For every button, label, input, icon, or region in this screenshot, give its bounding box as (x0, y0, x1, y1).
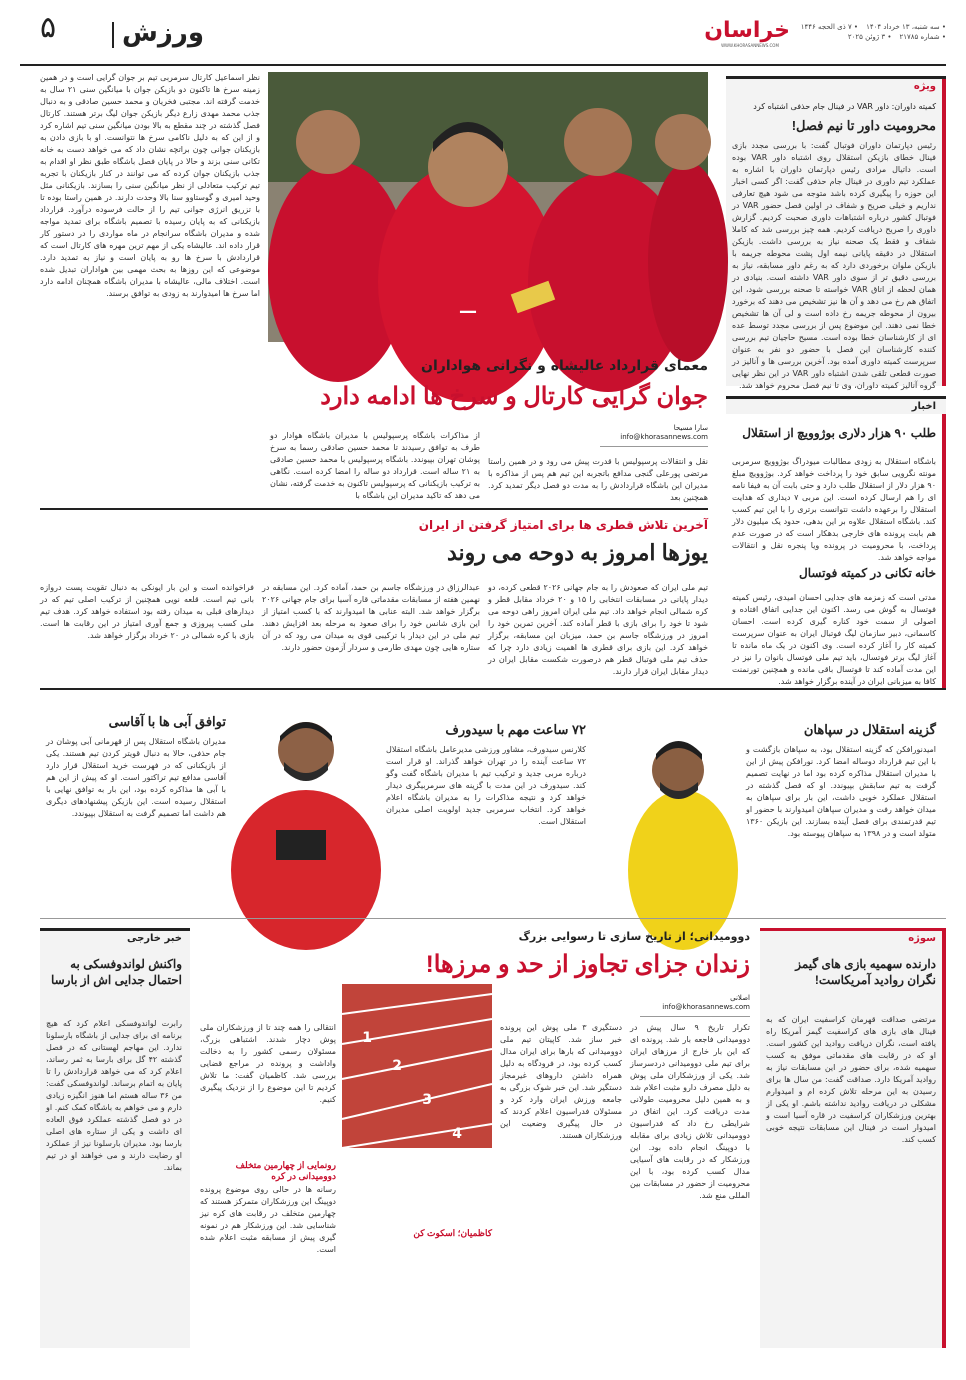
doping-subhead2: رونمایی از چهارمین متخلف دوومیدانی در کره (235, 1160, 336, 1181)
sepahan-box (628, 700, 946, 910)
svg-text:—: — (459, 301, 477, 322)
svg-text:3: 3 (422, 1092, 432, 1108)
track-photo (342, 984, 492, 1148)
seedorf-box (382, 700, 616, 910)
sepahan-player-photo (628, 700, 738, 910)
doping-col2: دستگیری ۳ ملی پوش این پرونده خبر ساز شد. کاپیتان تیم ملی دوومیدانی که بارها برای ایران مدال کسب کرده بود، در فرودگاه به دلیل همراه داشتن داروهای غیرمجاز دستگیر شد. این خبر شوک بزرگی به جامعه ورزش ایران وارد کرد و مسئولان فدراسیون اعلام کردند که در حال پیگیری وضعیت این ورزشکاران هستند. (500, 1023, 623, 1140)
qatar-col3: فراخوانده است و این بار ایونکی به دنبال تقویت پست دروازه بانی تیم است. قلعه نویی همچنین از ترکیب اصلی تیم که در دیدارهای قبلی به میدان رفته بود استفاده خواهد کرد. هدف تیم ملی کسب پیروزی و جمع آوری امتیاز در این رقابت ها است. بازی با کره شمالی در ۲۰ خرداد برگزار خواهد شد. (40, 583, 254, 640)
khabar-khareji-text: رابرت لواندوفسکی اعلام کرد که هیچ برنامه ای برای جدایی از باشگاه بارسلونا ندارد. این مهاجم لهستانی که در فصل گذشته ۴۲ گل برای بارسا به ثمر رساند، اعلام کرد که می خواهد قراردادش را تا پایان به اتمام برساند. لواندوفسکی گفت: من ۳۶ ساله هستم اما هنوز انگیزه زیادی دارم و می خواهم به باشگاه کمک کنم. او در دو فصل گذشته عملکرد فوق العاده ای داشت و یکی از ستاره های اصلی بارسا بود. مدیران بارسلونا نیز از عملکرد او رضایت دارند و می خواهند او در تیم بماند. (46, 1019, 183, 1172)
doping-title: زندان جزای تجاوز از حد و مرزها! (425, 951, 750, 978)
svg-text:2: 2 (392, 1058, 402, 1074)
akhbar-item2-text: مدتی است که زمزمه های جدایی احسان امیدی، رئیس کمیته فوتسال به گوش می رسد. اکنون این جدایی اتفاق افتاده و اصولی از سمت خود کناره گیری کرده است. احسان کاسمانی، دبیر سازمان لیگ فوتبال ایران به عنوان سرپرست کمیته کار را آغاز کرده است. وی اکنون در یک ماه مانده تا آغاز لیگ برتر فوتسال، باید تیم ملی فوتسال بانوان را نیز در این مدت آماده کند تا فوتسال باقی مانده و همچنین تورنمنت کافا به میزبانی ایران در آینده برگزار خواهد شد. (732, 593, 936, 686)
main-article-title: جوان گرایی کارتال و سرخ ها ادامه دارد (320, 383, 708, 410)
vijeh-title: محرومیت داور تا نیم فصل! (791, 118, 936, 133)
aghasi-text: مدیران باشگاه استقلال پس از قهرمانی آبی پوشان در جام حذفی، حالا به دنبال قویتر کردن تیم هستند. یکی از بازیکنانی که در فهرست خرید استقلال قرار دارد آقاسی مدافع تیم تراکتور است. او که پیش از این هم با آبی ها مذاکره کرده بود، این بار به توافق نهایی با استقلال رسیده است. این بازیکن پیشنهادهای دیگری هم داشت اما تصمیم گرفت به استقلال بپیوندد. (46, 737, 226, 818)
khabar-khareji-title: واکنش لواندوفسکی به احتمال جدایی اش از بارسا (50, 957, 182, 987)
sepahan-title: گزینه استقلال در سپاهان (803, 722, 936, 737)
vijeh-box (726, 76, 946, 390)
svg-text:4: 4 (452, 1126, 462, 1142)
khabar-khareji-box (40, 928, 190, 1348)
akhbar-tag: اخبار (911, 401, 936, 412)
svg-text:1: 1 (362, 1030, 372, 1046)
sozeh-tag: سوژه (908, 933, 936, 944)
doping-kicker: دوومیدانی؛ از تاریخ سازی تا رسوایی بزرگ (518, 930, 750, 943)
qatar-col1: تیم ملی ایران که صعودش را به جام جهانی ۲۰۲۶ قطعی کرده، دو دیدار پایانی در مسابقات انتخابی را ۱۵ و ۲۰ خرداد مقابل قطر و کره شمالی انجام خواهد داد. تیم ملی ایران امروز راهی دوحه می شود تا خود را برای بازی با قطر آماده کند. آخرین تمرین خود را امروز در ورزشگاه جاسم بن حمد، میزبان این مسابقه، برگزار خواهد کرد. این بازی برای قطری ها اهمیت زیادی دارد چرا که حذف تیم ملی فوتبال قطر هم درصورت شکست مقابل ایران در دیدار مقابل ایران قرار دارند. (488, 583, 708, 676)
persepolis-players-illustration (268, 72, 708, 342)
doping-col3: انتقالی را همه چند تا از ورزشکاران ملی پوش دچار شدند. اشتباهی بزرگ، مسئولان رسمی کشور را به دخالت واداشت و پرونده در مراجع قضایی بررسی شد. کاظمیان گفت: ما تلاش کردیم تا این موضوع را از نزدیک پیگیری کنیم. (200, 1023, 336, 1104)
vijeh-tag: ویژه (726, 76, 946, 94)
aghasi-player-photo (226, 700, 376, 910)
doping-col3-continued (342, 1158, 492, 1222)
khabar-khareji-tag: خبر خارجی (126, 933, 182, 944)
running-track-illustration (342, 984, 492, 1148)
main-article-kicker: معمای قرارداد عالیشاه و نگرانی هواداران (421, 358, 708, 374)
main-article-col3: نظر اسماعیل کارتال سرمربی تیم بر جوان گرایی است و در همین زمینه سرخ ها تاکنون دو بازیکن جوان با میانگین سنی ۲۱ سال به خدمت گرفته اند. مجتبی فخریان و محمد حسین صادقی و به دنبال جذب محمد مهدی زارع دیگر بازیکن جوان لیگ برتر هستند. کارتال فصل گذشته در چند مقطع به بالا بودن میانگین سنی تیم اشاره کرد و از این که به دلیل ناکامی سرخ ها نتوانست. او با بازی دادن به بازیکنان جوانی چون براتچه نشان داد که می خواهد دست به خانه تکانی سنی بزند و حالا در پایان فصل باشگاه طبق نظر او اقدام به جذب بازیکنان جوان کرده که می توانند در کنار بازیکنان با تجربه تیم ترکیب متعادلی از نظر میانگین سنی را بسازند. بازیکنانی مثل وحید امیری و گوستاوو سنا بالا وحدت دارند. در همین راستا بوده تا با تزریق انرژی جوانی تیم را از حالت فرسوده درآورد. قرارداد بازیکنانی که به پایان رسیده با تصمیم باشگاه برای تمدید مواجه شده و مدیران باشگاه سرانجام در ماه مواردی را در دستور کار قرار داده اند. عالیشاه یکی از مهم ترین مهره های کارتال است که قراردادش با سرخ ها رو به پایان است و نیاز به تمدید دارد. موضوعی که این روزها به بحث مهمی بین هواداران تبدیل شده است. اختلاف مالی، عالیشاه با مدیران باشگاه همچنان ادامه دارد اما سرخ ها امیدوارند به زودی به توافق برسند. (40, 73, 260, 298)
sozeh-box (760, 928, 946, 1348)
main-article-col2: از مذاکرات باشگاه پرسپولیس با مدیران باشگاه هوادار دو طرف به توافق رسیدند تا محمد حسین صادقی رسما به سرخ پوشان تهران بپیوندد. باشگاه پرسپولیس با محمد حسین صادقی به ۲۱ ساله است. قرارداد دو ساله را امضا کرده است. نگاهی به ترکیب بازیکنانی که پرسپولیس تاکنون به خدمت گرفته، نشان می دهد که تاکید مدیران این باشگاه با (270, 431, 481, 500)
aghasi-box (40, 700, 376, 910)
vijeh-text: رئیس دپارتمان داوران فوتبال گفت: با بررسی مجدد بازی فینال خطای بازیکن استقلال روی اشتباه داور VAR بوده است. داتیال مرادی رئیس دپارتمان داوران با اشاره به عملکرد تیم داوری در فینال جام حذفی گفت: اگر کسی اخبار این حوزه را پیگیری کرده باشد متوجه می شود هیچ تعارفی نداریم و خیلی صریح و شفاف در اولین فصل حضور VAR در فوتبال کشور درباره اشتباهات داوری صحبت کردیم. گزارش داوری را صریح دریافت کردیم. همه چیز بررسی شد که کاملا شفاف و فقط یک صحنه نیاز به بررسی داشت. بازیکن استقلال در دقیقه پایانی نیمه اول پشت محوطه جریمه با بازیکن ملوان برخوردی دارد که به رغم داور مسابقه، نیاز به بررسی دقیق تر از سوی داور VAR داشته است. بنیادی در همان لحظه از اتاق VAR خواسته تا صحنه بررسی شود، این اتفاق هم رخ می دهد و آن ها نیز تشخیص می دهند که برخورد بیرون از محوطه جریمه رخ داده است و لی آن ها تشخیص خطا نمی دهند. این موضوع پس از بررسی مجدد توسط عده ای از کارشناسان خطا بوده است. مسیح حاجیان تیم بررسی کننده کارشناسان این فصل با حضور دو نفر به عنوان سرپرست کمیته داوری آمده بود. آخرین بررسی ها و آنالیز در صورت قطعی تلقی شدن اشتباه داور VAR در این نظر نهایی گروه آنالیز کمیته داوران، وی تا نیم فصل محروم خواهد شد. (732, 141, 937, 390)
aghasi-player-illustration (226, 700, 376, 910)
sepahan-player-illustration (628, 700, 738, 910)
main-article-reporter: سارا مسیحا info@khorasannews.com (620, 424, 708, 441)
page-number: ۵ (40, 10, 57, 45)
sepahan-text: امیدنورافکن که گزینه استقلال بود، به سپاهان بازگشت و با این تیم قرارداد دوساله امضا کرد. نورافکن پیش از این با مدیران استقلال مذاکره کرده بود اما در نهایت تصمیم گرفت به تیم سابقش بپیوندد. او که فصل گذشته در استقلال عملکرد خوبی داشت، این بار برای سپاهان به میدان خواهد رفت و مدیران سپاهان امیدوارند با حضور او تیم قدرتمندی برای فصل آینده بسازند. این بازیکن ۱۳۶۰ متولد است و در ۱۳۹۸ به سپاهان پیوسته بود. (746, 745, 936, 838)
logo (704, 18, 790, 48)
qatar-col2: عبدالرزاق در ورزشگاه جاسم بن حمد، آماده کرد. این مسابقه در نهمین هفته از مسابقات مقدماتی قاره آسیا برای جام جهانی ۲۰۲۶ برگزار خواهد شد. البته عنابی ها امیدوارند که با کسب امتیاز از این بازی شانس خود را برای صعود به مرحله بعد افزایش دهند. تیم ملی در این دیدار با ترکیبی قوی به میدان می رود که در آن ستاره هایی چون مهدی طارمی و سردار آزمون حضور دارند. (262, 583, 480, 652)
akhbar-item1-text: باشگاه استقلال به زودی مطالبات میودراگ بوژوویچ سرمربی مونته نگرویی سابق خود را پرداخت خواهد کرد. بوژوویچ مبلغ ۹۰ هزار دلار از استقلال طلب دارد و حتی بابت آن به فیفا نامه ای را هم ارسال کرده است. این مربی ۷ دیداری که هدایت استقلال را برعهده داشت نتوانست برتری را با این تیم کسب کند. باشگاه استقلال علاوه بر این بدهی، حدود یک میلیون دلار هم بابت پرونده های خارجی بدهکار است که در صورت عدم پرداخت، با محرومیت در پرونده ویا پنجره نقل و انتقالات مواجه خواهد شد. (732, 457, 936, 562)
vijeh-kicker: کمیته داوران: داور VAR در فینال جام حذفی اشتباه کرد (753, 102, 936, 111)
masthead (0, 0, 966, 66)
main-article-col1: نقل و انتقالات پرسپولیس با قدرت پیش می رود و در همین راستا مرتضی پورعلی گنجی مدافع باتجربه این تیم هم پس از مذاکره با مدیران این باشگاه قراردادش را به مدت دو فصل دیگر تمدید کرد. همچنین بعد (488, 457, 708, 502)
qatar-title: یوزها امروز به دوحه می روند (446, 540, 708, 565)
doping-col1: تکرار تاریخ ۹ سال پیش در دوومیدانی فاجعه بار شد. پرونده ای که این بار خارج از مرزهای ایران برای تیم ملی دوومیدانی دردسرساز شد. یکی از ورزشکاران ملی پوش به دلیل مصرف دارو مثبت اعلام شد و به همین دلیل محرومیت طولانی مدت دریافت کرد. این اتفاق در شرایطی رخ داد که فدراسیون دوومیدانی تلاش زیادی برای مقابله با دوپینگ انجام داده بود. این ورزشکار که در رقابت های آسیایی مدال کسب کرده بود، با این محرومیت از حضور در مسابقات بین المللی منع شد. (630, 1023, 750, 1200)
aghasi-title: توافق آبی ها با آقاسی (108, 714, 226, 729)
seedorf-text: کلارنس سیدورف، مشاور ورزشی مدیرعامل باشگاه استقلال ۷۲ ساعت آینده را در تهران خواهد گذراند. او قرار است درباره مربی جدید و ترکیب تیم با مدیران باشگاه گفت وگو کند. سیدورف در این مدت با گزینه های سرمربیگری دیدار خواهد کرد و نتیجه مذاکرات را به مدیران باشگاه اعلام خواهد کرد. انتخاب سرمربی جدید اولویت اصلی مدیران استقلال است. (386, 745, 586, 826)
qatar-kicker: آخرین تلاش قطری ها برای امتیاز گرفتن از ایران (418, 518, 708, 532)
doping-reporter: اصلانی info@khorasannews.com (662, 994, 750, 1011)
seedorf-title: ۷۲ ساعت مهم با سیدورف (445, 722, 586, 737)
logo-text: خراسان (704, 18, 790, 43)
akhbar-box (726, 396, 946, 690)
date-block: • سه شنبه، ۱۳ خرداد ۱۴۰۴ • ۷ ذی الحجه ۱۴۴۶ • شماره ۲۱۷۸۵ • ۳ ژوئن ۲۰۲۵ (800, 23, 946, 41)
akhbar-item2-title: خانه تکانی در کمیته فوتسال (799, 566, 936, 580)
logo-url: WWW.KHORASANNEWS.COM (721, 43, 779, 48)
sozeh-text: مرتضی صداقت قهرمان کراسفیت ایران که به فینال های بازی های کراسفیت گیمز آمریکا راه یافته است، نگران دریافت روادید این کشور است. او که در رقابت های مقدماتی موفق به کسب سهمیه شده، برای حضور در این مسابقات نیاز به روادید آمریکا دارد. صداقت گفت: من سال ها برای رسیدن به این مرحله تلاش کرده ام و امیدوارم مشکلی در دریافت روادید نداشته باشم. او یکی از بهترین ورزشکاران کراسفیت در قاره آسیا است و امیدوار است در فینال این مسابقات نتیجه خوبی کسب کند. (766, 1015, 936, 1144)
sozeh-title: دارنده سهمیه بازی های گیمز نگران روادید آمریکاست! (795, 957, 936, 987)
section-title: ورزش (122, 18, 204, 48)
doping-col4: رسانه ها در حالی روی موضوع پرونده دوپینگ این ورزشکاران متمرکز هستند که چهارمین متخلف در رقابت های کره نیز شناسایی شد. این ورزشکار هم در نمونه گیری پیش از مسابقه مثبت اعلام شده است. (200, 1185, 336, 1254)
akhbar-item1-title: طلب ۹۰ هزار دلاری بوژوویچ از استقلال (742, 426, 936, 440)
persepolis-photo (268, 72, 708, 342)
doping-subhead1: کاظمیان؛ اسکوت کن (413, 1228, 492, 1238)
